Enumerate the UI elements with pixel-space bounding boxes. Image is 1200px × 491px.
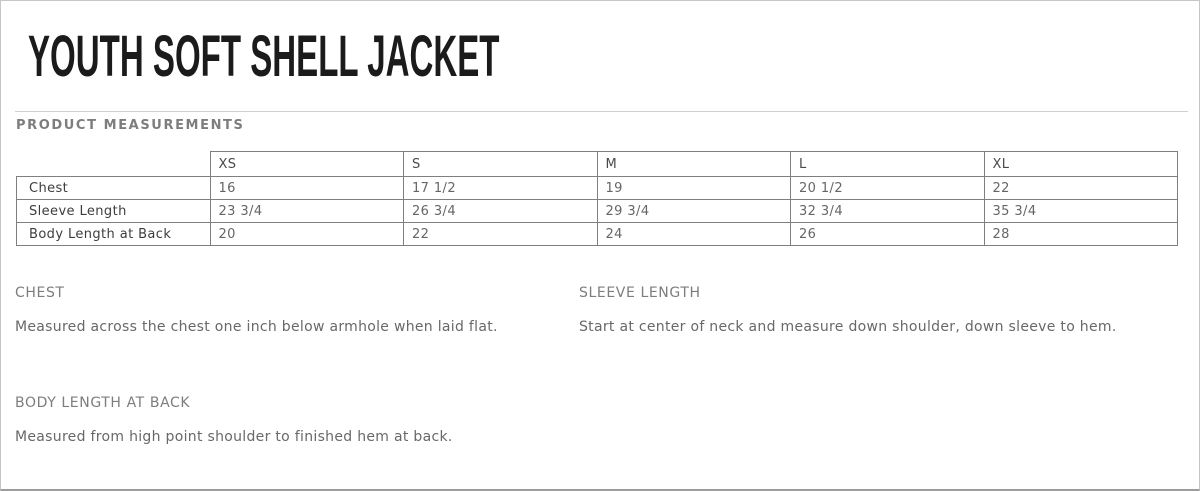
divider-rule: [15, 111, 1188, 112]
cell-sleeve-s: 26 3/4: [404, 200, 598, 223]
size-header-xl: XL: [984, 152, 1178, 177]
row-label-body-length: Body Length at Back: [17, 223, 211, 246]
section-heading-product-measurements: PRODUCT MEASUREMENTS: [16, 118, 245, 133]
table-row-sleeve-length: [17, 200, 1178, 223]
cell-sleeve-l: 32 3/4: [791, 200, 985, 223]
cell-sleeve-xl: 35 3/4: [984, 200, 1178, 223]
description-heading-body-length-at-back: BODY LENGTH AT BACK: [15, 395, 191, 411]
size-header-row: [17, 152, 1178, 177]
row-label-chest: Chest: [17, 177, 211, 200]
cell-body-s: 22: [404, 223, 598, 246]
cell-chest-xs: 16: [210, 177, 404, 200]
measurements-table: [16, 151, 1178, 246]
table-row-body-length: [17, 223, 1178, 246]
size-header-m: M: [597, 152, 791, 177]
cell-body-l: 26: [791, 223, 985, 246]
cell-body-xs: 20: [210, 223, 404, 246]
description-text-sleeve-length: Start at center of neck and measure down shoulder, down sleeve to hem.: [579, 319, 1117, 335]
size-header-xs: XS: [210, 152, 404, 177]
description-text-chest: Measured across the chest one inch below armhole when laid flat.: [15, 319, 498, 335]
blank-corner-cell: [17, 152, 211, 177]
page-title: YOUTH SOFT SHELL JACKET: [28, 24, 500, 89]
cell-body-xl: 28: [984, 223, 1178, 246]
description-sleeve-length: [579, 285, 1144, 342]
row-label-sleeve-length: Sleeve Length: [17, 200, 211, 223]
size-header-l: L: [791, 152, 985, 177]
cell-chest-m: 19: [597, 177, 791, 200]
description-text-body-length-at-back: Measured from high point shoulder to finished hem at back.: [15, 429, 453, 445]
cell-sleeve-xs: 23 3/4: [210, 200, 404, 223]
table-row-chest: [17, 177, 1178, 200]
cell-chest-l: 20 1/2: [791, 177, 985, 200]
cell-chest-s: 17 1/2: [404, 177, 598, 200]
description-body-length-at-back: [15, 395, 580, 452]
description-heading-sleeve-length: SLEEVE LENGTH: [579, 285, 701, 301]
description-heading-chest: CHEST: [15, 285, 65, 301]
cell-body-m: 24: [597, 223, 791, 246]
cell-chest-xl: 22: [984, 177, 1178, 200]
size-header-s: S: [404, 152, 598, 177]
cell-sleeve-m: 29 3/4: [597, 200, 791, 223]
description-chest: [15, 285, 580, 342]
